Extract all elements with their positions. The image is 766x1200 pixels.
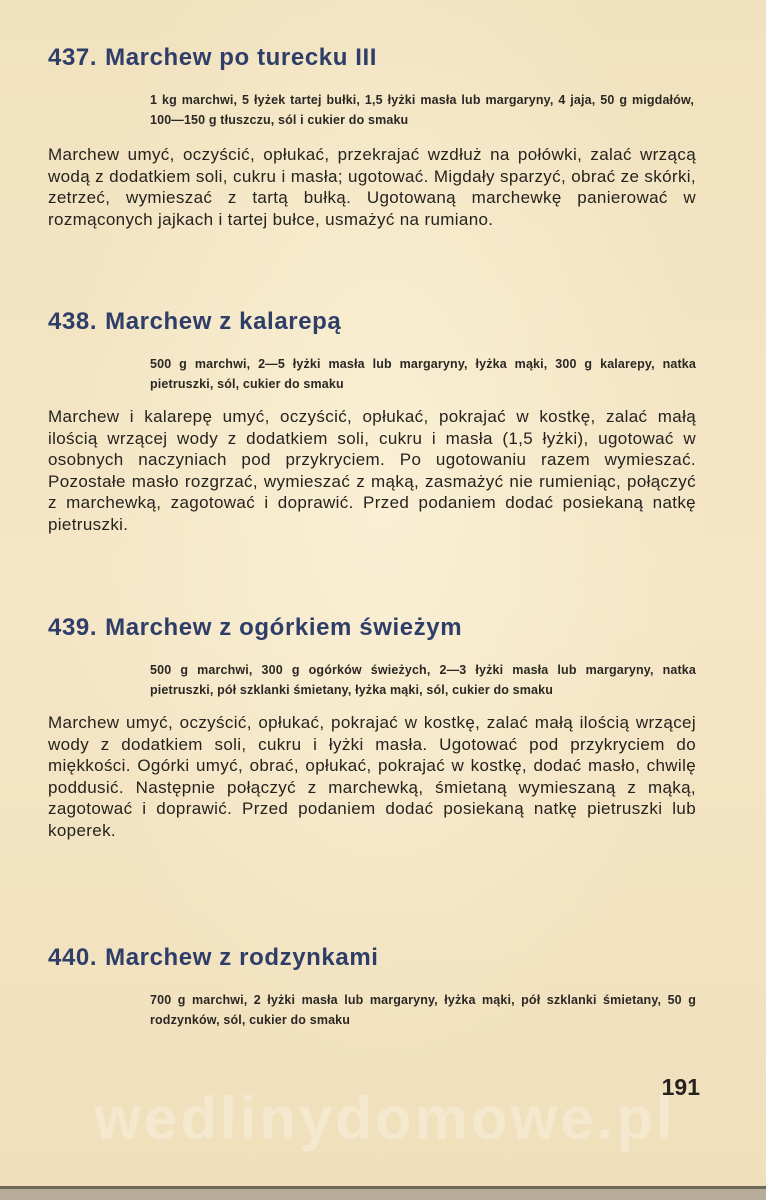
watermark: wedlinydomowe.pl [94, 1085, 676, 1152]
recipe-instructions: Marchew umyć, oczyścić, opłukać, pokrajać w kostkę, zalać małą ilością wrzącej wody z dodatkiem soli, cukru i łyżki masła. Ugotować pod przykryciem do miękkości. Ogórki umyć, obrać, opłukać, pokrajać w kostkę, dodać masło, chwilę poddusić. Następnie połączyć z marchewką, śmietaną wymieszaną z mąką, zagotować i doprawić. Przed podaniem dodać posiekaną natkę pietruszki lub koperek. [48, 713, 696, 840]
recipe-name: Marchew z rodzynkami [105, 944, 379, 971]
recipe-number: 437. [48, 44, 98, 71]
recipe-title [48, 44, 696, 72]
recipe-number: 439. [48, 614, 98, 641]
recipe-440 [48, 944, 696, 1030]
recipe-title [48, 944, 696, 972]
recipe-number: 440. [48, 944, 98, 971]
recipe-name: Marchew po turecku III [105, 44, 378, 71]
page-bottom-edge [0, 1186, 766, 1200]
recipe-title [48, 308, 696, 336]
recipe-ingredients: 500 g marchwi, 2—5 łyżki masła lub margaryny, łyżka mąki, 300 g kalarepy, natka pietruszki, sól, cukier do smaku [150, 357, 696, 391]
recipe-title [48, 614, 696, 642]
page-number: 191 [661, 1074, 700, 1100]
recipe-437 [48, 44, 696, 230]
recipe-instructions: Marchew umyć, oczyścić, opłukać, przekrajać wzdłuż na połówki, zalać wrzącą wodą z dodatkiem soli, cukru i masła; ugotować. Migdały sparzyć, obrać ze skórki, zetrzeć, wymieszać z tartą bułką. Ugotowaną marchewkę panierować w rozmąconych jajkach i tartej bułce, usmażyć na rumiano. [48, 145, 696, 229]
recipe-438 [48, 308, 696, 535]
recipe-ingredients: 1 kg marchwi, 5 łyżek tartej bułki, 1,5 łyżki masła lub margaryny, 4 jaja, 50 g migdałów, 100—150 g tłuszczu, sól i cukier do smaku [150, 93, 694, 127]
recipe-439 [48, 614, 696, 841]
recipe-instructions: Marchew i kalarepę umyć, oczyścić, opłukać, pokrajać w kostkę, zalać małą ilością wrzącej wody z dodatkiem soli, cukru i masła (1,5 łyżki), ugotować w osobnych naczyniach pod przykryciem. Po ugotowaniu razem wymieszać. Pozostałe masło rozgrzać, wymieszać z mąką, zasmażyć nie rumieniąc, połączyć z marchewką, zagotować i doprawić. Przed podaniem dodać posiekaną natkę pietruszki. [48, 407, 696, 534]
recipe-name: Marchew z ogórkiem świeżym [105, 614, 463, 641]
recipe-number: 438. [48, 308, 98, 335]
recipe-ingredients: 700 g marchwi, 2 łyżki masła lub margaryny, łyżka mąki, pół szklanki śmietany, 50 g rodzynków, sól, cukier do smaku [150, 993, 696, 1027]
recipe-ingredients: 500 g marchwi, 300 g ogórków świeżych, 2—3 łyżki masła lub margaryny, natka pietruszki, pół szklanki śmietany, łyżka mąki, sól, cukier do smaku [150, 663, 696, 697]
recipe-name: Marchew z kalarepą [105, 308, 342, 335]
